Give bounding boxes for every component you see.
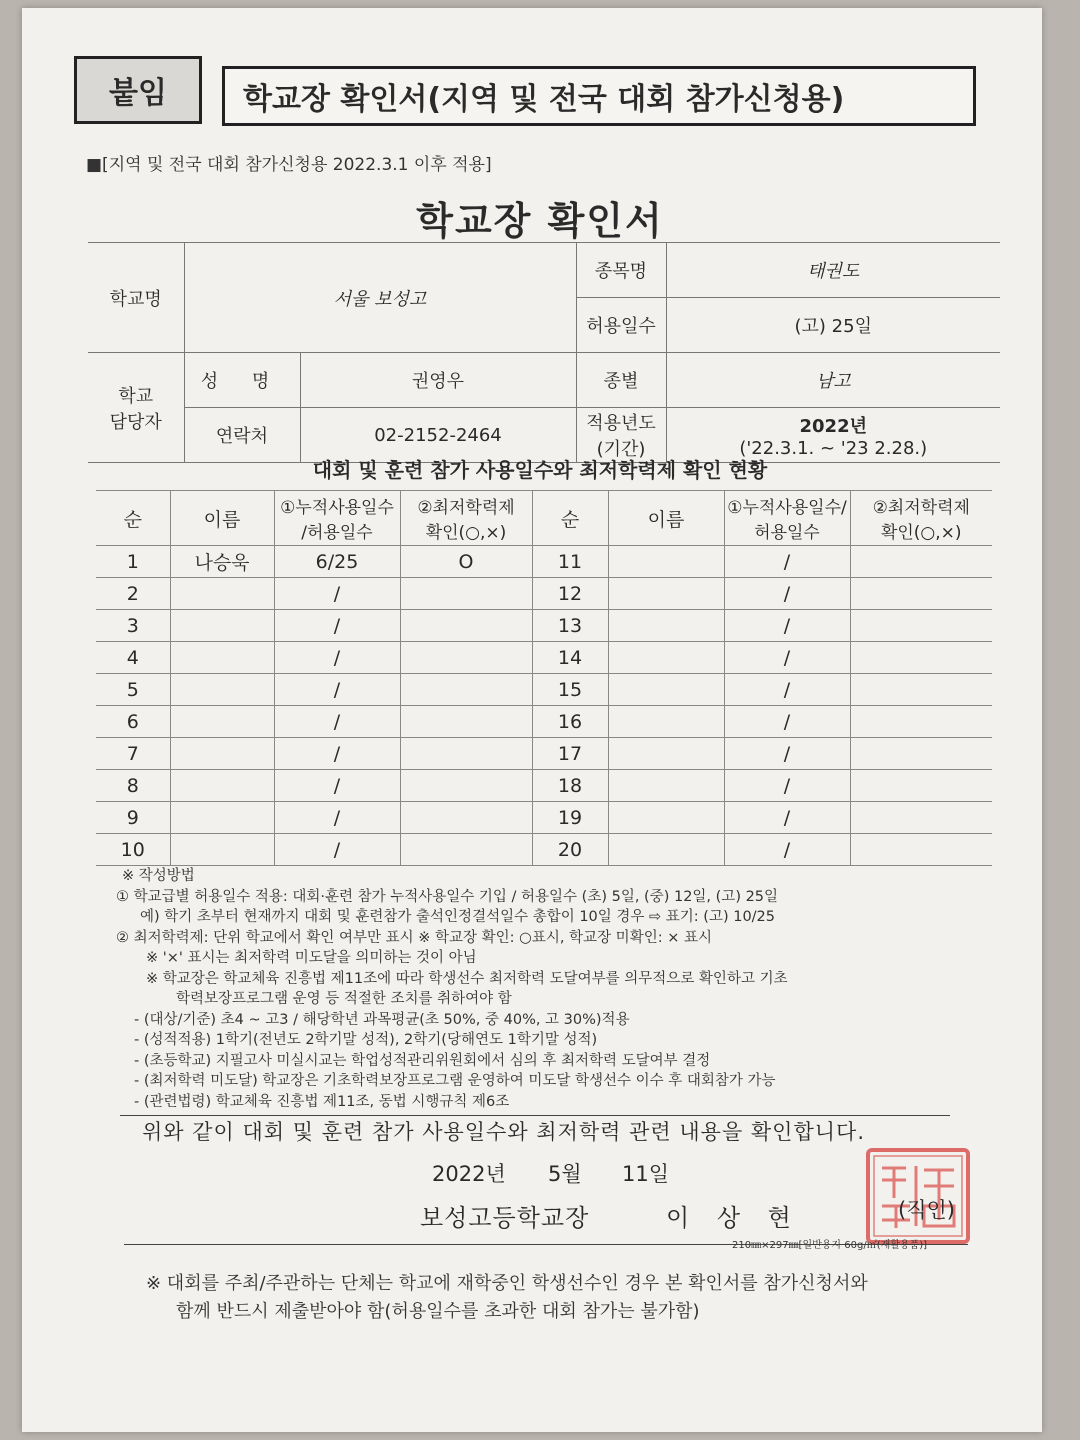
- table-row: [96, 674, 992, 706]
- document-heading: 학교장 확인서(지역 및 전국 대회 참가신청용): [222, 66, 976, 126]
- row-check-right: [850, 578, 992, 610]
- table-row: [96, 578, 992, 610]
- row-name: [170, 610, 274, 642]
- note-item: - (성적적용) 1학기(전년도 2학기말 성적), 2학기(당해연도 1학기말 성적): [134, 1032, 598, 1048]
- row-name: 나승욱: [170, 546, 274, 578]
- row-check: [400, 674, 532, 706]
- table-row: [96, 802, 992, 834]
- row-days-right: /: [724, 674, 850, 706]
- row-check-right: [850, 802, 992, 834]
- row-days: 6/25: [274, 546, 400, 578]
- school-name-label: 학교명: [88, 243, 184, 353]
- usage-table: [96, 490, 992, 866]
- row-no-right: 18: [532, 770, 608, 802]
- row-check-right: [850, 770, 992, 802]
- row-name: [170, 738, 274, 770]
- row-name-right: [608, 642, 724, 674]
- row-no-right: 12: [532, 578, 608, 610]
- note-item: ① 학교급별 허용일수 적용: 대회·훈련 참가 누적사용일수 기입 / 허용일수 (초) 5일, (중) 12일, (고) 25일: [116, 888, 779, 905]
- row-no-right: 17: [532, 738, 608, 770]
- note-item: - (관련법령) 학교체육 진흥법 제11조, 동법 시행규칙 제6조: [134, 1093, 510, 1110]
- row-days: /: [274, 642, 400, 674]
- row-check: [400, 834, 532, 866]
- row-days-right: /: [724, 770, 850, 802]
- row-days: /: [274, 770, 400, 802]
- row-no: 3: [96, 610, 170, 642]
- row-check-right: [850, 642, 992, 674]
- school-info-table: [88, 242, 1000, 463]
- row-check: [400, 738, 532, 770]
- row-name-right: [608, 578, 724, 610]
- row-no-right: 19: [532, 802, 608, 834]
- row-days-right: /: [724, 578, 850, 610]
- row-no-right: 16: [532, 706, 608, 738]
- note-item: ※ '×' 표시는 최저학력 미도달을 의미하는 것이 아님: [146, 950, 477, 966]
- col-days-right: [724, 491, 850, 546]
- date-month: 5월: [548, 1162, 582, 1186]
- note-item: - (초등학교) 지필고사 미실시교는 학업성적관리위원회에서 심의 후 최저학력 도달여부 결정: [134, 1052, 711, 1069]
- date-year: 2022년: [432, 1162, 506, 1186]
- col-days-line-1: ①누적사용일수: [280, 498, 394, 518]
- row-days-right: /: [724, 546, 850, 578]
- paper-spec: 210㎜×297㎜[일반용지 60g/㎡(재활용품)]: [732, 1240, 928, 1251]
- seal-label: (직인): [898, 1198, 955, 1222]
- note-item: 예) 학기 초부터 현재까지 대회 및 훈련참가 출석인정결석일수 총합이 10일 경우 ⇨ 표기: (고) 10/25: [140, 909, 776, 925]
- sport-label: 종목명: [576, 243, 666, 298]
- row-days-right: /: [724, 738, 850, 770]
- note-item: 학력보장프로그램 운영 등 적절한 조치를 취하여야 함: [176, 991, 512, 1007]
- row-name-right: [608, 738, 724, 770]
- gender-value: 남고: [666, 353, 1000, 408]
- row-days: /: [274, 674, 400, 706]
- row-days-right: /: [724, 610, 850, 642]
- col-days-line-2: /허용일수: [301, 523, 373, 543]
- row-name: [170, 770, 274, 802]
- row-days: /: [274, 578, 400, 610]
- person-label-line-2: 담당자: [109, 411, 162, 433]
- col-no: 순: [96, 491, 170, 546]
- row-name-right: [608, 674, 724, 706]
- row-name-right: [608, 770, 724, 802]
- table-row: [96, 610, 992, 642]
- row-name: [170, 578, 274, 610]
- contact-value: 02-2152-2464: [300, 408, 576, 463]
- principal-title: 보성고등학교장: [420, 1204, 590, 1232]
- row-no: 5: [96, 674, 170, 706]
- row-no: 7: [96, 738, 170, 770]
- usage-section-title: 대회 및 훈련 참가 사용일수와 최저학력제 확인 현황: [312, 458, 768, 482]
- col-no-right: 순: [532, 491, 608, 546]
- row-name-right: [608, 706, 724, 738]
- note-item: ※ 학교장은 학교체육 진흥법 제11조에 따라 학생선수 최저학력 도달여부를 의무적으로 확인하고 기초: [146, 970, 788, 987]
- name-label: 성 명: [184, 353, 300, 408]
- row-days-right: /: [724, 834, 850, 866]
- row-check-right: [850, 738, 992, 770]
- row-no: 10: [96, 834, 170, 866]
- row-days: /: [274, 738, 400, 770]
- row-check: [400, 770, 532, 802]
- row-no: 6: [96, 706, 170, 738]
- name-value: 권영우: [300, 353, 576, 408]
- col-name-right: 이름: [608, 491, 724, 546]
- applies-note: ■[지역 및 전국 대회 참가신청용 2022.3.1 이후 적용]: [86, 155, 492, 175]
- row-check: [400, 642, 532, 674]
- col-check-right-line-2: 확인(○,×): [880, 523, 962, 543]
- row-check-right: [850, 706, 992, 738]
- row-no: 9: [96, 802, 170, 834]
- table-row: [96, 834, 992, 866]
- table-row: [96, 642, 992, 674]
- row-name: [170, 834, 274, 866]
- row-name-right: [608, 834, 724, 866]
- note-item: - (대상/기준) 초4 ~ 고3 / 해당학년 과목평균(초 50%, 중 40%, 고 30%)적용: [134, 1011, 630, 1028]
- note-item: - (최저학력 미도달) 학교장은 기초학력보장프로그램 운영하여 미도달 학생선수 이수 후 대회참가 가능: [134, 1073, 776, 1089]
- col-days: [274, 491, 400, 546]
- row-days: /: [274, 706, 400, 738]
- usage-header-row: [96, 491, 992, 546]
- footer-line: 함께 반드시 제출받아야 함(허용일수를 초과한 대회 참가는 불가함): [176, 1301, 700, 1322]
- year-value: 2022년: [799, 415, 867, 437]
- writing-instructions: [116, 866, 986, 1112]
- col-check-line-1: ②최저학력제: [417, 498, 515, 518]
- sport-value: 태권도: [666, 243, 1000, 298]
- row-check: [400, 706, 532, 738]
- row-check-right: [850, 834, 992, 866]
- person-label-line-1: 학교: [118, 385, 154, 407]
- row-name-right: [608, 546, 724, 578]
- row-name-right: [608, 802, 724, 834]
- date-day: 11일: [622, 1162, 670, 1186]
- allowed-days-value: (고) 25일: [666, 298, 1000, 353]
- contact-label: 연락처: [184, 408, 300, 463]
- row-days-right: /: [724, 706, 850, 738]
- row-check-right: [850, 610, 992, 642]
- col-days-right-line-2: 허용일수: [754, 523, 820, 543]
- row-name: [170, 642, 274, 674]
- note-item: ② 최저학력제: 단위 학교에서 확인 여부만 표시 ※ 학교장 확인: ○표시, 학교장 미확인: × 표시: [116, 929, 712, 946]
- col-check-right-line-1: ②최저학력제: [872, 498, 970, 518]
- row-check: [400, 610, 532, 642]
- row-no-right: 14: [532, 642, 608, 674]
- row-days: /: [274, 802, 400, 834]
- page-title: 학교장 확인서: [416, 199, 664, 243]
- school-name-value: 서울 보성고: [184, 243, 576, 353]
- attachment-label: 붙임: [74, 56, 202, 124]
- table-row: [96, 770, 992, 802]
- table-row: [96, 546, 992, 578]
- row-no-right: 20: [532, 834, 608, 866]
- row-name: [170, 802, 274, 834]
- row-days-right: /: [724, 642, 850, 674]
- row-days-right: /: [724, 802, 850, 834]
- table-row: [96, 706, 992, 738]
- table-row: [96, 738, 992, 770]
- col-check-right: [850, 491, 992, 546]
- footer-note: [146, 1270, 868, 1326]
- col-check: [400, 491, 532, 546]
- footer-line: ※ 대회를 주최/주관하는 단체는 학교에 재학중인 학생선수인 경우 본 확인서를 참가신청서와: [146, 1273, 868, 1294]
- principal-name: 이 상 현: [666, 1204, 801, 1232]
- row-no: 1: [96, 546, 170, 578]
- person-in-charge-label: [88, 353, 184, 463]
- row-check-right: [850, 674, 992, 706]
- row-no-right: 11: [532, 546, 608, 578]
- row-check: [400, 802, 532, 834]
- confirmation-statement: 위와 같이 대회 및 훈련 참가 사용일수와 최저학력 관련 내용을 확인합니다.: [142, 1120, 866, 1144]
- col-days-right-line-1: ①누적사용일수/: [727, 498, 847, 518]
- row-no-right: 15: [532, 674, 608, 706]
- row-no: 8: [96, 770, 170, 802]
- row-check: [400, 578, 532, 610]
- row-name: [170, 706, 274, 738]
- gender-label: 종별: [576, 353, 666, 408]
- row-no: 2: [96, 578, 170, 610]
- col-name: 이름: [170, 491, 274, 546]
- note-heading: ※ 작성방법: [122, 868, 195, 884]
- row-name-right: [608, 610, 724, 642]
- period-label-line-2: (기간): [596, 439, 646, 460]
- col-check-line-2: 확인(○,×): [425, 523, 507, 543]
- row-days: /: [274, 610, 400, 642]
- row-check-right: [850, 546, 992, 578]
- row-days: /: [274, 834, 400, 866]
- period-range: ('22.3.1. ~ '23 2.28.): [739, 437, 928, 459]
- row-check: O: [400, 546, 532, 578]
- allowed-days-label: 허용일수: [576, 298, 666, 353]
- row-no-right: 13: [532, 610, 608, 642]
- row-name: [170, 674, 274, 706]
- period-label-line-1: 적용년도: [586, 413, 656, 434]
- row-no: 4: [96, 642, 170, 674]
